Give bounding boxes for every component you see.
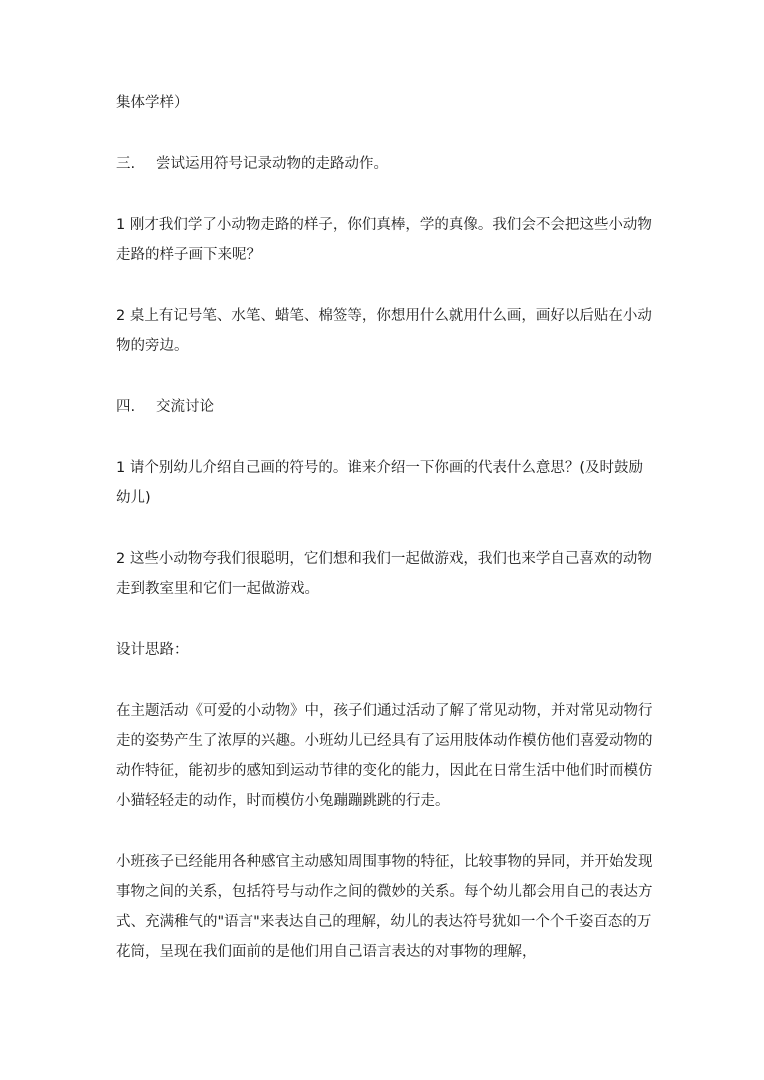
paragraph: 1 请个别幼儿介绍自己画的符号的。谁来介绍一下你画的代表什么意思？(及时鼓励幼儿) [116, 460, 643, 506]
paragraph: 2 桌上有记号笔、水笔、蜡笔、棉签等，你想用什么就用什么画，画好以后贴在小动物的旁边。 [116, 308, 652, 354]
section-heading-4 [116, 392, 656, 422]
section-number: 三. [116, 156, 136, 172]
subheading-design-idea: 设计思路： [116, 642, 189, 658]
section-title: 交流讨论 [156, 399, 214, 415]
paragraph-fragment: 集体学样） [116, 95, 189, 111]
section-heading-3 [116, 149, 656, 179]
paragraph: 1 刚才我们学了小动物走路的样子，你们真棒，学的真像。我们会不会把这些小动物走路的样子画下来呢？ [116, 217, 652, 263]
section-number: 四. [116, 399, 136, 415]
document-body [116, 88, 656, 998]
section-title: 尝试运用符号记录动物的走路动作。 [156, 156, 388, 172]
paragraph: 2 这些小动物夸我们很聪明，它们想和我们一起做游戏，我们也来学自己喜欢的动物走到教室里和它们一起做游戏。 [116, 551, 652, 597]
paragraph: 小班孩子已经能用各种感官主动感知周围事物的特征，比较事物的异同，并开始发现事物之间的关系，包括符号与动作之间的微妙的关系。每个幼儿都会用自己的表达方式、充满稚气的"语言"来表达自己的理解，幼儿的表达符号犹如一个个千姿百态的万花筒，呈现在我们面前的是他们用自己语言表达的对事物的理解， [116, 854, 653, 960]
paragraph: 在主题活动《可爱的小动物》中，孩子们通过活动了解了常见动物，并对常见动物行走的姿势产生了浓厚的兴趣。小班幼儿已经具有了运用肢体动作模仿他们喜爱动物的动作特征，能初步的感知到运动节律的变化的能力，因此在日常生活中他们时而模仿小猫轻轻走的动作，时而模仿小兔蹦蹦跳跳的行走。 [116, 703, 653, 809]
